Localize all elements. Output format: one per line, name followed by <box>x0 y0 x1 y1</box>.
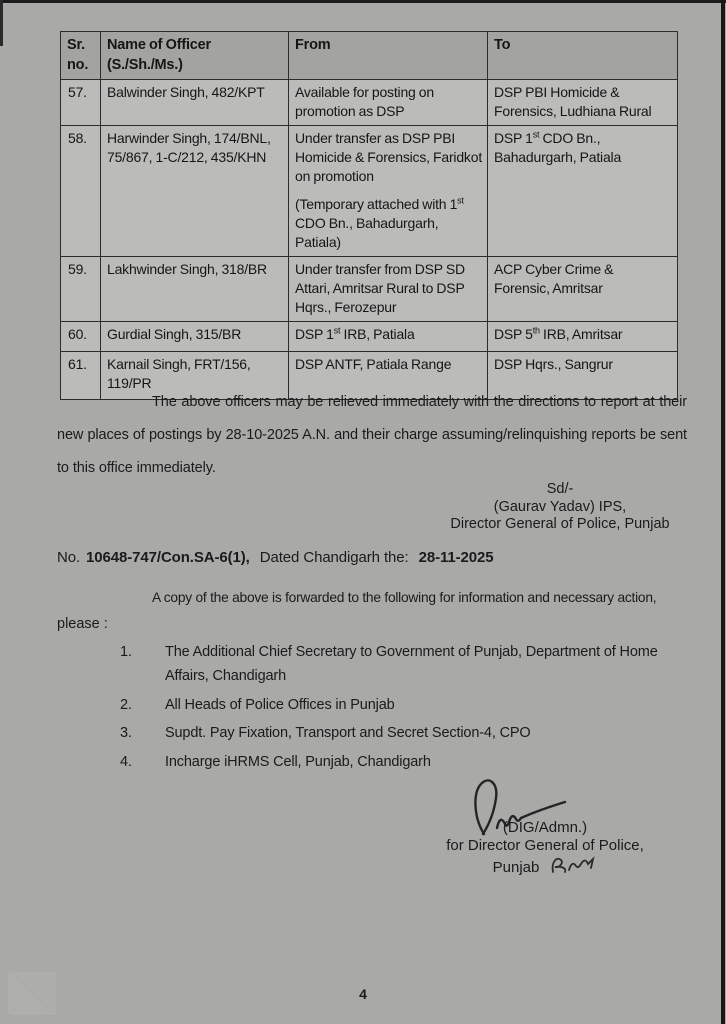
cell-from: DSP ANTF, Patiala Range <box>289 352 488 400</box>
table-header-cell: Sr. no. <box>61 32 101 80</box>
copy-forwarded-line: A copy of the above is forwarded to the following for information and necessary action, <box>152 590 657 605</box>
cell-to: DSP Hqrs., Sangrur <box>488 352 678 400</box>
cell-from: Under transfer as DSP PBI Homicide & Forensics, Faridkot on promotion (Temporary attached with 1st CDO Bn., Bahadurgarh, Patiala) <box>289 126 488 257</box>
ref-date: 28-11-2025 <box>418 549 494 566</box>
sd-label: Sd/- <box>546 481 574 497</box>
cell-from: Under transfer from DSP SD Attari, Amritsar Rural to DSP Hqrs., Ferozepur <box>289 257 488 322</box>
signer-name: (Gaurav Yadav) IPS, <box>493 498 627 515</box>
cell-officer-name: Lakhwinder Singh, 318/BR <box>101 257 289 322</box>
forward-item-text: The Additional Chief Secretary to Government of Punjab, Department of Home Affairs, Chandigarh <box>165 644 658 684</box>
cell-to: DSP 5th IRB, Amritsar <box>488 322 678 352</box>
copy-please-line: please : <box>57 616 108 632</box>
forward-item-number: 3. <box>120 725 132 741</box>
forward-list-item <box>120 693 690 717</box>
table-row <box>61 322 678 352</box>
signed-block <box>420 481 700 534</box>
page-number: 4 <box>359 986 367 1002</box>
ref-number: 10648-747/Con.SA-6(1), <box>86 549 250 566</box>
cell-sr-no: 60. <box>61 322 101 352</box>
forward-list-item <box>120 640 690 688</box>
ref-middle: Dated Chandigarh the: <box>259 549 409 566</box>
cell-to: DSP PBI Homicide & Forensics, Ludhiana Rural <box>488 80 678 126</box>
reference-line <box>57 549 697 566</box>
cell-officer-name: Gurdial Singh, 315/BR <box>101 322 289 352</box>
relieve-paragraph: The above officers may be relieved immediately with the directions to report at their new places of postings by 28-10-2025 A.N. and their charge assuming/relinquishing reports be sent to this office immediately. <box>57 394 687 476</box>
cell-officer-name: Karnail Singh, FRT/156, 119/PR <box>101 352 289 400</box>
transfer-table <box>60 31 678 400</box>
cell-sr-no: 57. <box>61 80 101 126</box>
transfer-table-wrap <box>60 31 677 400</box>
forward-item-number: 1. <box>120 644 132 660</box>
cell-sr-no: 58. <box>61 126 101 257</box>
scan-edge-top <box>0 0 726 3</box>
table-row <box>61 257 678 322</box>
cell-sr-no: 61. <box>61 352 101 400</box>
cell-to: ACP Cyber Crime & Forensic, Amritsar <box>488 257 678 322</box>
forward-item-text: Incharge iHRMS Cell, Punjab, Chandigarh <box>165 753 431 770</box>
handwritten-initials <box>549 854 597 876</box>
signature-punjab: Punjab <box>492 858 540 876</box>
cell-from: Available for posting on promotion as DSP <box>289 80 488 126</box>
signer-designation: Director General of Police, Punjab <box>450 516 670 532</box>
cell-to: DSP 1st CDO Bn., Bahadurgarh, Patiala <box>488 126 678 257</box>
signature-for-line: for Director General of Police, <box>446 836 644 854</box>
signature-block <box>405 820 685 876</box>
cell-sr-no: 59. <box>61 257 101 322</box>
table-header-cell: Name of Officer (S./Sh./Ms.) <box>101 32 289 80</box>
forward-list <box>120 640 690 778</box>
table-header-cell: To <box>488 32 678 80</box>
table-row <box>61 80 678 126</box>
forward-item-text: Supdt. Pay Fixation, Transport and Secret Section-4, CPO <box>165 725 531 741</box>
forward-item-number: 4. <box>120 753 132 770</box>
transfer-table-body <box>61 80 678 400</box>
table-row <box>61 126 678 257</box>
forward-item-number: 2. <box>120 696 132 713</box>
table-header-cell: From <box>289 32 488 80</box>
ref-prefix: No. <box>57 549 81 566</box>
transfer-table-head <box>61 32 678 80</box>
scan-edge-left <box>0 0 3 46</box>
forward-list-item <box>120 721 690 745</box>
forward-list-item <box>120 750 690 774</box>
signature-designation: (DIG/Admn.) <box>502 819 588 836</box>
cell-officer-name: Balwinder Singh, 482/KPT <box>101 80 289 126</box>
table-header-row <box>61 32 678 80</box>
cell-from: DSP 1st IRB, Patiala <box>289 322 488 352</box>
scan-edge-right <box>721 0 725 1024</box>
forward-item-text: All Heads of Police Offices in Punjab <box>165 696 395 713</box>
cell-officer-name: Harwinder Singh, 174/BNL, 75/867, 1-C/212, 435/KHN <box>101 126 289 257</box>
